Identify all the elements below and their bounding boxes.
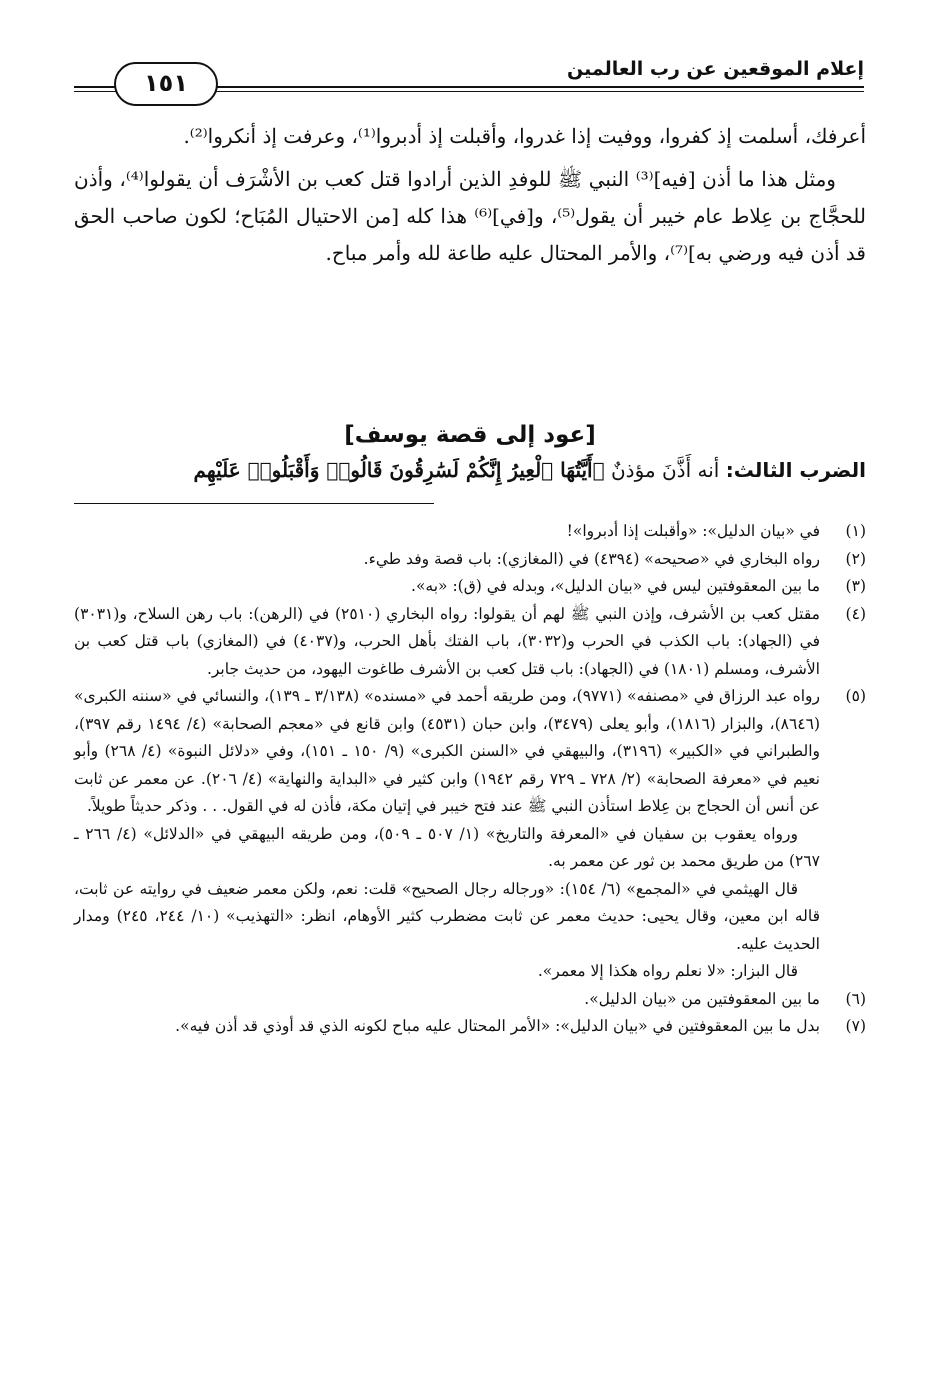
footnote-paragraph: ورواه يعقوب بن سفيان في «المعرفة والتاريخ» (١/ ٥٠٧ ـ ٥٠٩)، ومن طريقه البيهقي في «الدلائل» (٤/ ٢٦٦ ـ ٢٦٧) من طريق محمد بن ثور عن معمر به. <box>74 824 820 870</box>
footnote-number: (٦) <box>845 989 866 1008</box>
footnotes <box>74 518 866 1041</box>
section-text-body: أنه أَذَّنَ مؤذنٌ <box>604 458 726 482</box>
paragraph: ومثل هذا ما أذن [فيه]⁽³⁾ النبي ﷺ للوفدِ الذين أرادوا قتل كعب بن الأشْرَف أن يقولوا⁽⁴⁾، وأذن للحجَّاج بن عِلاط عام خيبر أن يقول⁽⁵⁾، و[في]⁽⁶⁾ هذا كله [من الاحتيال المُبَاح؛ لكون صاحب الحق قد أذن فيه ورضي به]⁽⁷⁾، والأمر المحتال عليه طاعة لله وأمر مباح. <box>74 167 866 265</box>
footnote-separator <box>74 503 434 504</box>
footnote <box>74 683 866 821</box>
footnote-text: رواه عبد الرزاق في «مصنفه» (٩٧٧١)، ومن طريقه أحمد في «مسنده» (٣/١٣٨ ـ ١٣٩)، والنسائي في «سننه الكبرى» (٨٦٤٦)، والبزار (١٨١٦)، وأبو يعلى (٣٤٧٩)، وابن حبان (٤٥٣١) وابن قانع في «معجم الصحابة» (٤/ ١٤٩٤ رقم ٣٩٧)، والطبراني في «الكبير» (٣١٩٦)، والبيهقي في «السنن الكبرى» (٩/ ١٥٠ ـ ١٥١)، وفي «دلائل النبوة» (٤/ ٢٦٨) وأبو نعيم في «معرفة الصحابة» (٢/ ٧٢٨ ـ ٧٢٩ رقم ١٩٤٢) وابن كثير في «البداية والنهاية» (٤/ ٢٠٦). عن معمر عن ثابت عن أنس أن الحجاج بن عِلاط استأذن النبي ﷺ عند فتح خيبر في إتيان مكة، فأذن له في القول. . . وذكر حديثاً طويلاً. <box>74 687 820 815</box>
paragraph: أعرفك، أسلمت إذ كفروا، ووفيت إذا غدروا، وأقبلت إذ أدبروا⁽¹⁾، وعرفت إذ أنكروا⁽²⁾. <box>183 124 866 148</box>
main-text <box>74 118 866 272</box>
footnote <box>74 1013 866 1041</box>
footnote <box>74 518 866 546</box>
footnote-text: في «بيان الدليل»: «وأقبلت إذا أدبروا»! <box>566 522 820 540</box>
footnote-number: (٢) <box>845 549 866 568</box>
section-text <box>74 452 866 489</box>
footnote-number: (٣) <box>845 577 866 595</box>
page-number: ١٥١ <box>114 62 218 106</box>
footnote-text: رواه البخاري في «صحيحه» (٤٣٩٤) في (المغازي): باب قصة وفد طيء. <box>363 549 820 568</box>
footnote <box>74 573 866 601</box>
footnote-text: بدل ما بين المعقوفتين في «بيان الدليل»: «الأمر المحتال عليه مباح لكونه الذي قد أوذي قد أذن فيه». <box>175 1017 820 1035</box>
footnote <box>74 601 866 684</box>
section-heading: [عود إلى قصة يوسف] <box>344 422 596 448</box>
footnote-number: (٥) <box>845 687 866 705</box>
footnote <box>74 986 866 1014</box>
footnote-number: (١) <box>845 522 866 540</box>
running-title: إعلام الموقعين عن رب العالمين <box>567 58 864 80</box>
footnote-number: (٧) <box>845 1017 866 1035</box>
footnote-number: (٤) <box>845 604 866 623</box>
footnote-text: مقتل كعب بن الأشرف، وإذن النبي ﷺ لهم أن يقولوا: رواه البخاري (٢٥١٠) في (الرهن): باب رهن السلاح، و(٣٠٣١) في (الجهاد): باب الكذب في الحرب و(٣٠٣٢)، باب الفتك بأهل الحرب، و(٤٠٣٧) في (المغازي) باب قتل كعب بن الأشرف، ومسلم (١٨٠١) في (الجهاد): باب قتل كعب بن الأشرف طاغوت اليهود، من حديث جابر. <box>74 604 821 678</box>
footnote-text: ما بين المعقوفتين ليس في «بيان الدليل»، وبدله في (ق): «به». <box>411 577 820 595</box>
quran-verse: ﴿أَيَّتُهَا ٱلْعِيرُ إِنَّكُمْ لَسَٰرِقُونَ قَالُوا۟ وَأَقْبَلُوا۟ عَلَيْهِم <box>193 458 605 482</box>
footnote <box>74 546 866 574</box>
footnote-paragraph: قال البزار: «لا نعلم رواه هكذا إلا معمر». <box>537 962 798 980</box>
section-lead: الضرب الثالث: <box>725 458 866 482</box>
footnote-paragraph: قال الهيثمي في «المجمع» (٦/ ١٥٤): «ورجاله رجال الصحيح» قلت: نعم، ولكن معمر ضعيف في روايته عن ثابت، قاله ابن معين، وقال يحيى: حديث معمر عن ثابت مضطرب كثير الأوهام، انظر: «التهذيب» (١٠/ ٢٤٤، ٢٤٥) ومدار الحديث عليه. <box>74 879 820 953</box>
footnote-text: ما بين المعقوفتين من «بيان الدليل». <box>584 989 820 1008</box>
page-header <box>74 52 864 104</box>
